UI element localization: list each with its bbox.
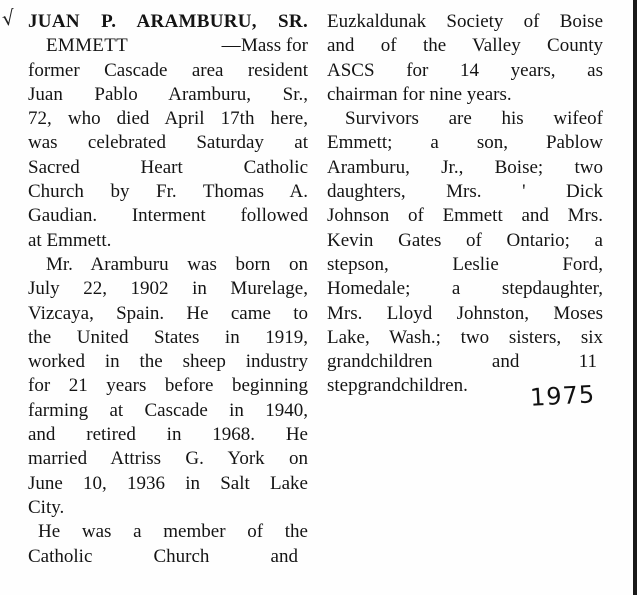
- body-line: Homedale; a stepdaughter,: [327, 278, 603, 300]
- body-line: Sacred Heart Catholic: [28, 156, 308, 178]
- body-line: stepgrandchildren.: [327, 375, 468, 397]
- clipping-edge: [633, 0, 637, 595]
- body-line: the United States in 1919,: [28, 326, 308, 348]
- lead-line: [28, 34, 308, 58]
- handwritten-check-mark: √: [0, 5, 17, 31]
- body-line: Catholic Church and: [28, 545, 298, 567]
- body-line: grandchildren and 11: [327, 351, 597, 373]
- body-line: He was a member of the: [38, 521, 308, 543]
- body-line: Mrs. Lloyd Johnston, Moses: [327, 302, 603, 324]
- body-line: Kevin Gates of Ontario; a: [327, 229, 603, 251]
- right-column: [327, 10, 603, 399]
- body-line: Emmett; a son, Pablow: [327, 132, 603, 154]
- left-column: [28, 10, 308, 569]
- body-line: worked in the sheep industry: [28, 351, 308, 373]
- body-line: Aramburu, Jr., Boise; two: [327, 156, 603, 178]
- body-line: Church by Fr. Thomas A.: [28, 181, 308, 203]
- body-line: for 21 years before beginning: [28, 375, 308, 397]
- body-line: married Attriss G. York on: [28, 448, 308, 470]
- body-line: and retired in 1968. He: [28, 424, 308, 446]
- body-line: and of the Valley County: [327, 35, 603, 57]
- body-line: Lake, Wash.; two sisters, six: [327, 326, 603, 348]
- body-line: ASCS for 14 years, as: [327, 59, 603, 81]
- body-line: daughters, Mrs. ' Dick: [327, 181, 603, 203]
- body-line: July 22, 1902 in Murelage,: [28, 278, 308, 300]
- body-line: Gaudian. Interment followed: [28, 205, 308, 227]
- body-line: was celebrated Saturday at: [28, 132, 308, 154]
- body-line: Vizcaya, Spain. He came to: [28, 302, 308, 324]
- body-line: 72, who died April 17th here,: [28, 108, 308, 130]
- obituary-headline: JUAN P. ARAMBURU, SR.: [28, 11, 308, 32]
- dateline: EMMETT —: [46, 35, 241, 57]
- body-line: Euzkaldunak Society of Boise: [327, 11, 603, 32]
- handwritten-year: 1975: [529, 380, 596, 412]
- body-line: City.: [28, 496, 65, 518]
- body-line: Survivors are his wifeof: [345, 108, 603, 130]
- body-line: Juan Pablo Aramburu, Sr.,: [28, 83, 308, 105]
- body-line: at Emmett.: [28, 229, 112, 251]
- body-line: Mr. Aramburu was born on: [46, 253, 308, 275]
- body-line: former Cascade area resident: [28, 59, 308, 81]
- body-line: Mass for: [240, 35, 308, 57]
- body-line: chairman for nine years.: [327, 83, 512, 105]
- body-line: Johnson of Emmett and Mrs.: [327, 205, 603, 227]
- body-line: June 10, 1936 in Salt Lake: [28, 472, 308, 494]
- body-line: farming at Cascade in 1940,: [28, 399, 308, 421]
- body-line: stepson, Leslie Ford,: [327, 253, 603, 275]
